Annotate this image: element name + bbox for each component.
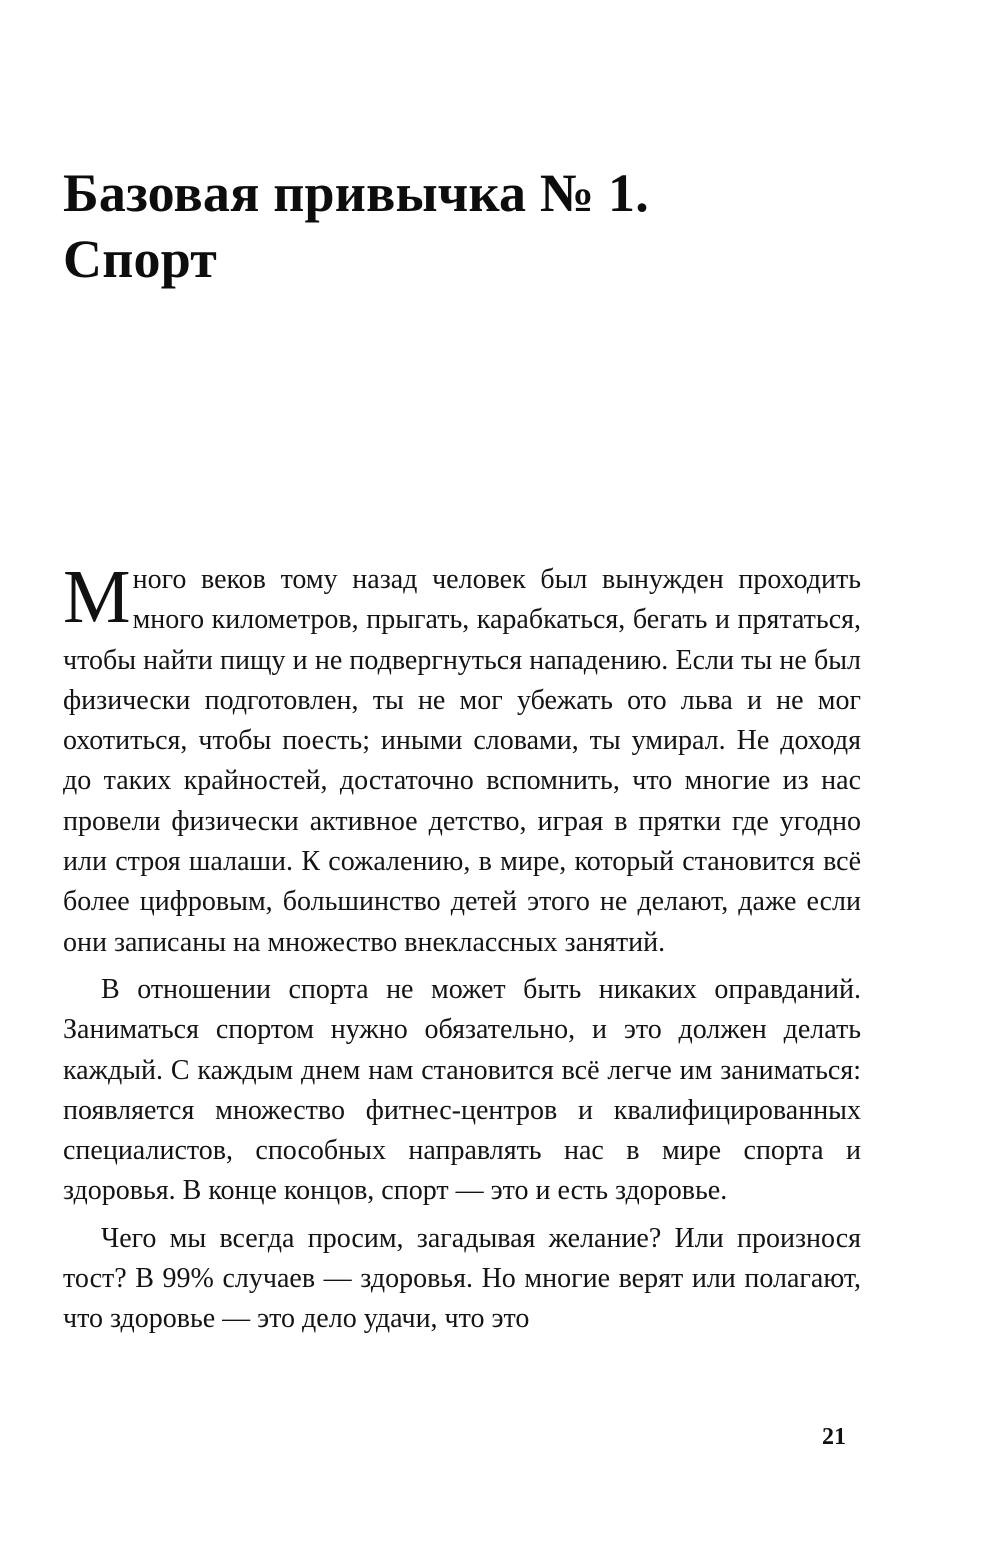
paragraph-3: Чего мы всегда просим, загадывая желание? Или произнося тост? В 99% случаев — здоровья. Но многие верят или полагают, что здоровье — это дело удачи, что это [63,1222,861,1335]
paragraph-2: В отношении спорта не может быть никаких оправданий. Заниматься спортом нужно обязательно, и это должен делать каждый. С каждым днем нам становится всё легче им заниматься: появляется множество фитнес-центров и квалифицированных специалистов, способных направлять нас в мире спорта и здоровья. В конце концов, спорт — это и есть здоровье. [63,973,861,1207]
paragraph-1-text: ного веков тому назад человек был вынужден проходить много километров, прыгать, карабкаться, бегать и прятаться, чтобы найти пищу и не подвергнуться нападению. Если ты не был физически подготовлен, ты не мог убежать ото льва и не мог охотиться, чтобы поесть; иными словами, ты умирал. Не доходя до таких крайностей, достаточно вспомнить, что многие из нас провели физически активное детство, играя в прятки где угодно или строя шалаши. К сожалению, в мире, который становится всё более цифровым, большинство детей этого не делают, даже если они записаны на множество внеклассных занятий. [63,564,861,958]
body-text [63,555,861,1340]
chapter-title-line-2: Спорт [63,229,217,289]
chapter-title-line-1: Базовая привычка № 1. [63,163,649,223]
drop-cap: М [63,555,131,639]
chapter-title [63,160,883,292]
page-number: 21 [822,1424,846,1450]
paragraph-1 [63,555,861,963]
